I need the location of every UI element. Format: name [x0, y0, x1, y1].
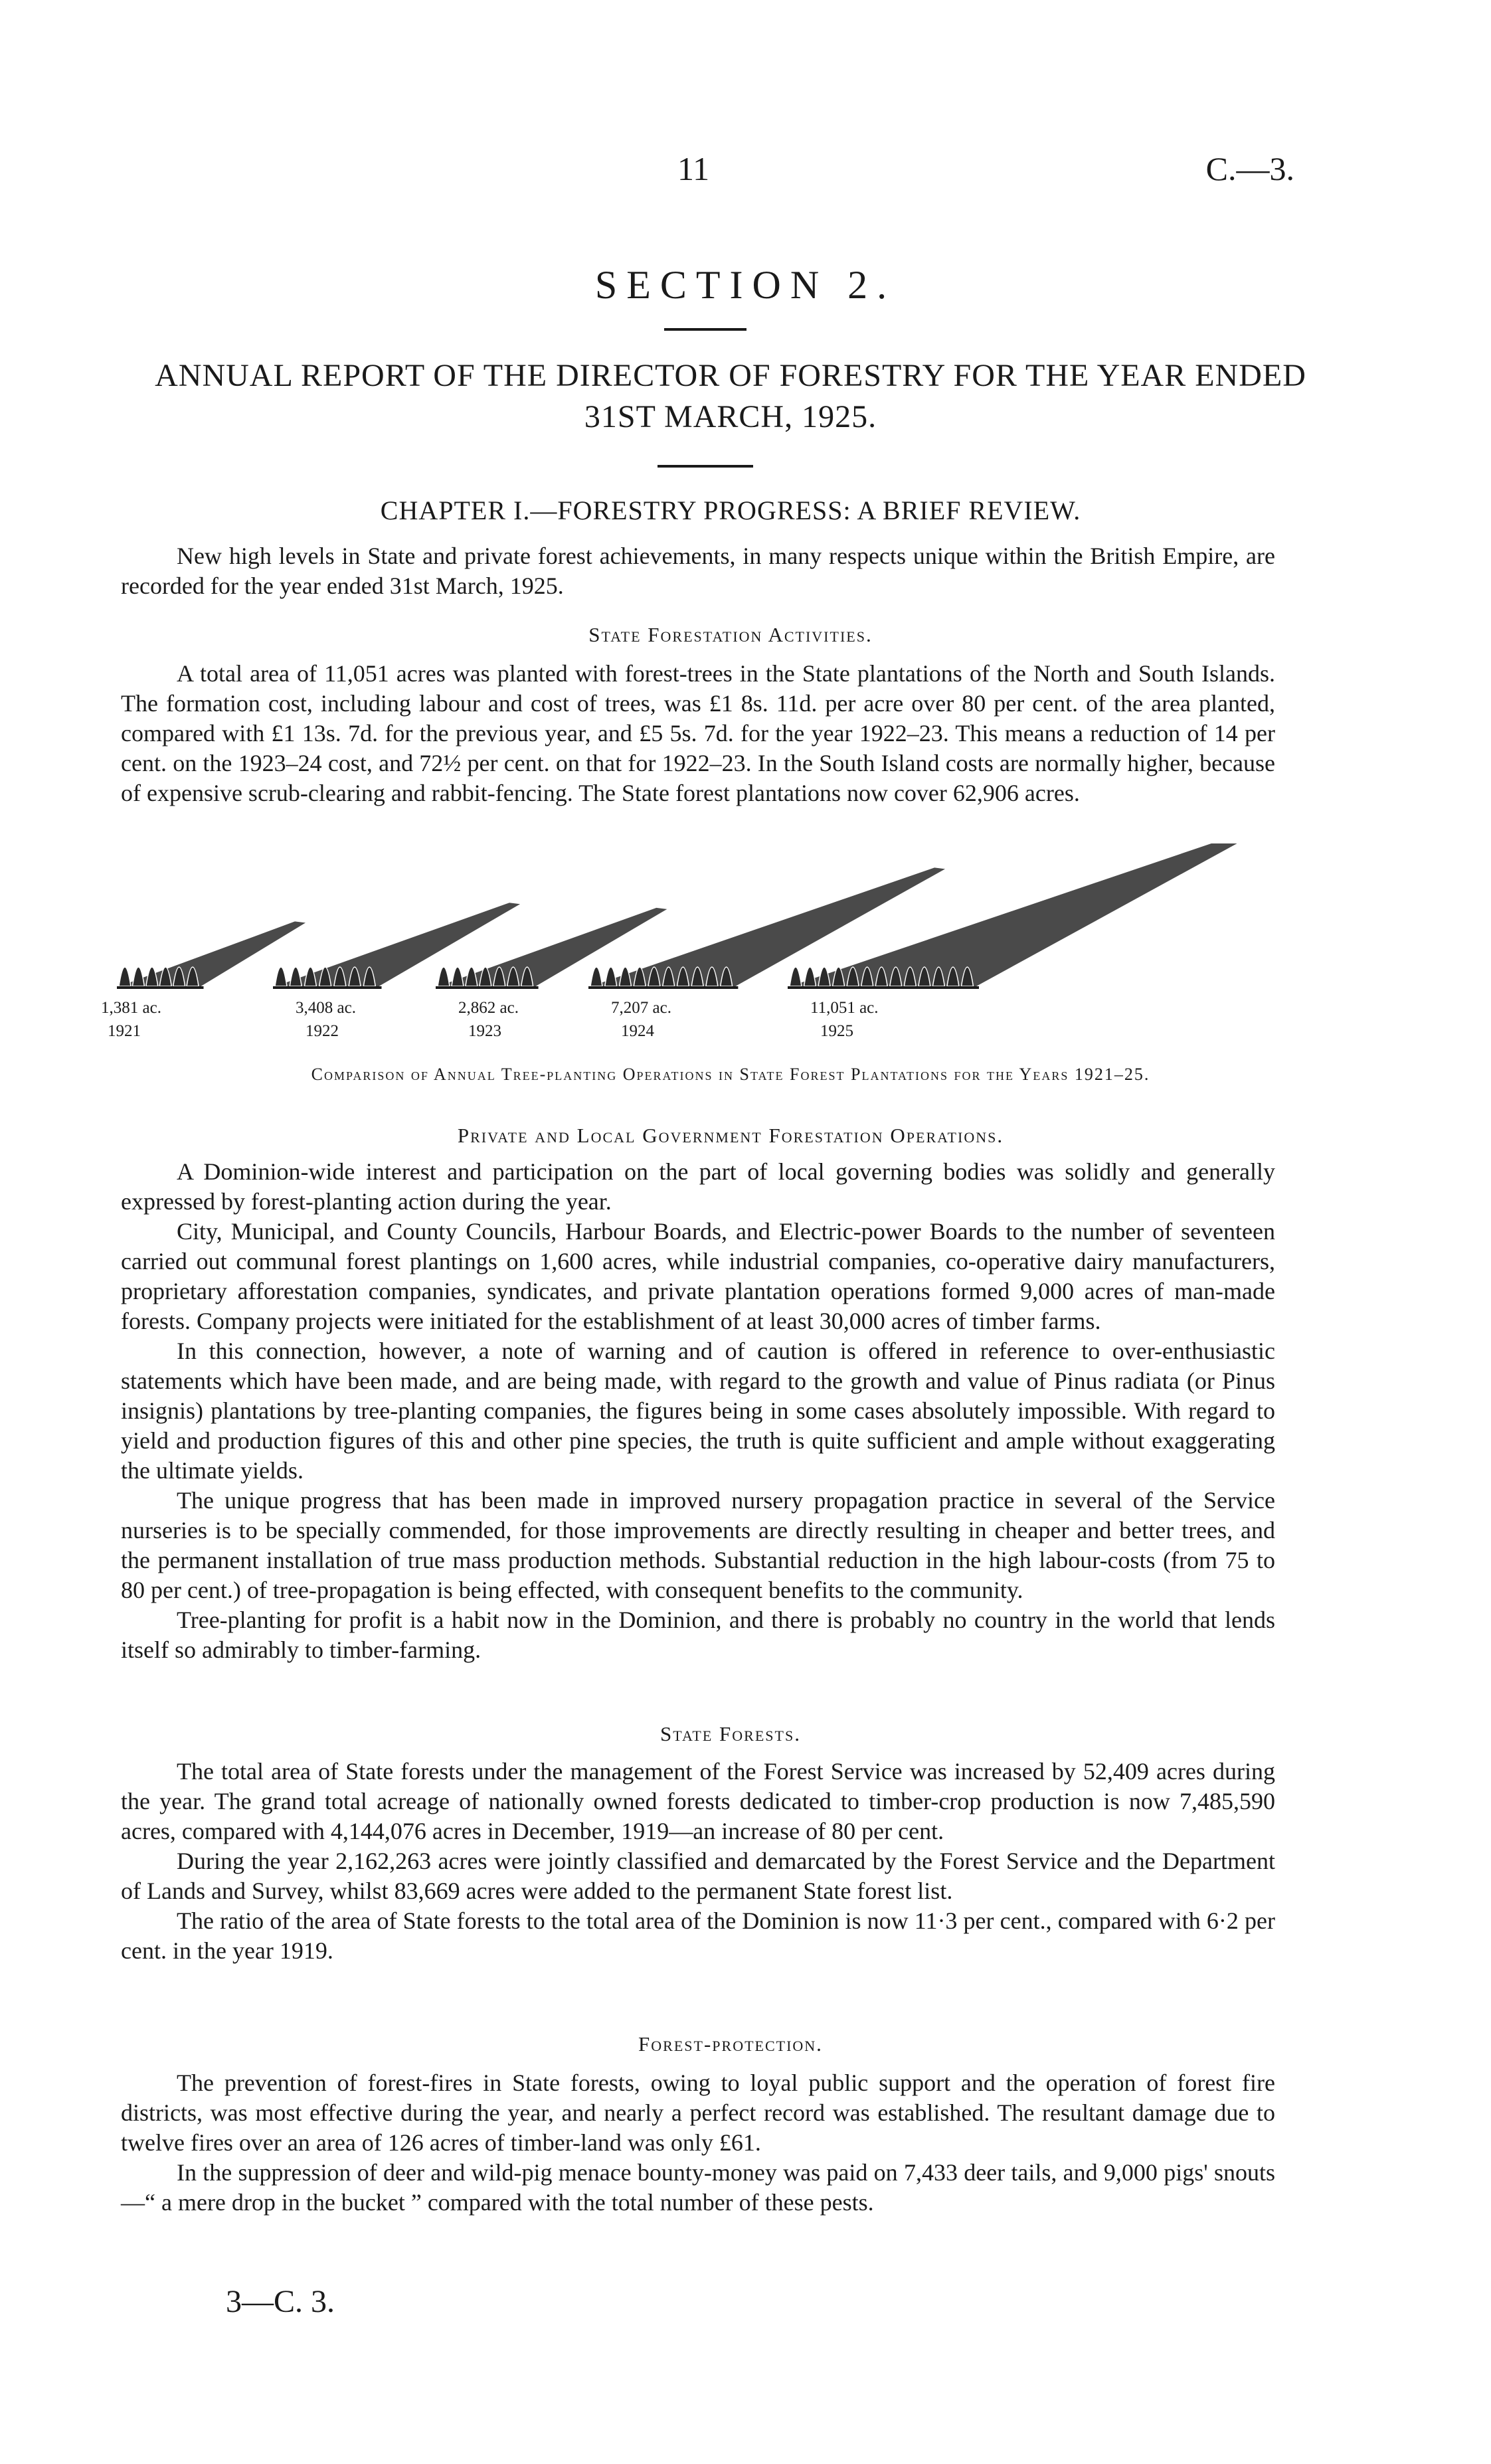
document-signature: 3—C. 3. [226, 2284, 335, 2319]
heading-private-local: Private and Local Government Forestation Operations. [457, 1124, 1004, 1147]
heading-forest-protection: Forest-protection. [638, 2032, 823, 2056]
private-paragraph-1: A Dominion-wide interest and participation on the part of local governing bodies was solidly and generally expressed by forest-planting action during the year. [121, 1158, 1275, 1215]
document-reference: C.—3. [1205, 150, 1294, 187]
chart-tree-mark [290, 967, 302, 986]
private-paragraph-3: In this connection, however, a note of warning and of caution is offered in reference to over-enthusiastic statements which have been made, and are being made, with regard to the growth and value of Pinus radiata (or Pinus insignis) plantations by tree-planting companies, the figures being in some cases absolutely impossible. With regard to yield and production figures of this and other pine species, the truth is quite sufficient and ample without exaggerating the ultimate yields. [121, 1338, 1275, 1484]
chart-data-label-1922: 3,408 ac. [296, 999, 356, 1017]
heading-state-forestation: State Forestation Activities. [588, 623, 873, 646]
title-rule [664, 328, 746, 331]
private-paragraph-5: Tree-planting for profit is a habit now in the Dominion, and there is probably no country in the world that lends itself so admirably to timber-farming. [121, 1607, 1275, 1663]
title-rule-lower [658, 465, 753, 468]
chart-tree-mark [438, 967, 450, 986]
chart-tree-mark [146, 967, 158, 986]
state-forestation-paragraph: A total area of 11,051 acres was planted with forest-trees in the State plantations of the North and South Islands. The formation cost, including labour and cost of trees, was £1 8s. 11d. per acre over 80 per cent. of the area planted, compared with £1 13s. 7d. for the previous year, and £5 5s. 7d. for the year 1922–23. This means a reduction of 14 per cent. on the 1923–24 cost, and 72½ per cent. on that for 1922–23. In the South Island costs are normally higher, because of expensive scrub-clearing and rabbit-fencing. The State forest plantations now cover 62,906 acres. [121, 660, 1275, 806]
chart-tree-mark [619, 967, 631, 986]
intro-paragraph: New high levels in State and private forest achievements, in many respects unique within the British Empire, are recorded for the year ended 31st March, 1925. [121, 543, 1275, 599]
state-forestation-block [121, 659, 1275, 808]
chart-data-label-1924: 7,207 ac. [611, 999, 671, 1017]
private-paragraph-4: The unique progress that has been made in improved nursery propagation practice in several of the Service nurseries is to be specially commended, for those improvements are directly resulting in cheaper and better trees, and the permanent installation of true mass production methods. Substantial reduction in the high labour-costs (from 75 to 80 per cent.) of tree-propagation is being effected, with consequent benefits to the community. [121, 1487, 1275, 1603]
chart-tree-mark [790, 967, 802, 986]
chart-tree-mark [605, 967, 617, 986]
chart-tick-label-1921: 1921 [108, 1022, 141, 1040]
chart-tree-mark [804, 967, 816, 986]
forest-protection-paragraph-2: In the suppression of deer and wild-pig menace bounty-money was paid on 7,433 deer tails, and 9,000 pigs' snouts—“ a mere drop in the bucket ” compared with the total number of these pests. [121, 2159, 1275, 2216]
planting-chart [100, 843, 1295, 1043]
state-forests-block [121, 1757, 1275, 1966]
chart-data-label-1921: 1,381 ac. [101, 999, 161, 1017]
chart-data-label-1925: 11,051 ac. [810, 999, 879, 1017]
chart-tick-label-1925: 1925 [820, 1022, 853, 1040]
chart-tree-mark [132, 967, 144, 986]
forest-protection-paragraph-1: The prevention of forest-fires in State forests, owing to loyal public support and the operation of forest fire districts, was most effective during the year, and nearly a perfect record was established. The resultant damage due to twelve fires over an area of 126 acres of timber-land was only £61. [121, 2069, 1275, 2156]
chart-tick-label-1923: 1923 [468, 1022, 501, 1040]
section-title: SECTION 2. [594, 263, 897, 307]
chart-tree-mark [466, 967, 478, 986]
chart-tick-label-1922: 1922 [306, 1022, 339, 1040]
heading-state-forests: State Forests. [660, 1722, 801, 1745]
chart-tick-label-1924: 1924 [621, 1022, 654, 1040]
chart-tree-mark [304, 967, 316, 986]
chart-tree-mark [818, 967, 830, 986]
chart-tree-mark [119, 967, 131, 986]
private-paragraph-2: City, Municipal, and County Councils, Harbour Boards, and Electric-power Boards to the number of seventeen carried out communal forest plantings on 1,600 acres, while industrial companies, co-operative dairy manufacturers, proprietary afforestation companies, syndicates, and private plantation operations formed 9,000 acres of man-made forests. Company projects were initiated for the establishment of at least 30,000 acres of timber farms. [121, 1218, 1275, 1334]
private-local-block [121, 1157, 1275, 1665]
report-title: ANNUAL REPORT OF THE DIRECTOR OF FORESTRY FOR THE YEAR ENDED 31ST MARCH, 1925. [155, 358, 1306, 434]
state-forests-paragraph-2: During the year 2,162,263 acres were jointly classified and demarcated by the Forest Service and the Department of Lands and Survey, whilst 83,669 acres were added to the permanent State forest list. [121, 1848, 1275, 1904]
chart-tree-mark [275, 967, 287, 986]
page-number: 11 [677, 150, 710, 187]
state-forests-paragraph-3: The ratio of the area of State forests to the total area of the Dominion is now 11·3 per cent., compared with 6·2 per cent. in the year 1919. [121, 1907, 1275, 1964]
intro-block [121, 541, 1275, 601]
chart-data-label-1923: 2,862 ac. [458, 999, 519, 1017]
chart-tree-mark [590, 967, 602, 986]
chart-tree-mark [452, 967, 464, 986]
forest-protection-block [121, 2068, 1275, 2218]
state-forests-paragraph-1: The total area of State forests under the management of the Forest Service was increased by 52,409 acres during the year. The grand total acreage of nationally owned forests dedicated to timber-crop production is now 7,485,590 acres, compared with 4,144,076 acres in December, 1919—an increase of 80 per cent. [121, 1758, 1275, 1844]
chart-caption: Comparison of Annual Tree-planting Operations in State Forest Plantations for the Years 1921–25. [311, 1065, 1150, 1084]
chapter-title: CHAPTER I.—FORESTRY PROGRESS: A BRIEF REVIEW. [380, 495, 1081, 525]
